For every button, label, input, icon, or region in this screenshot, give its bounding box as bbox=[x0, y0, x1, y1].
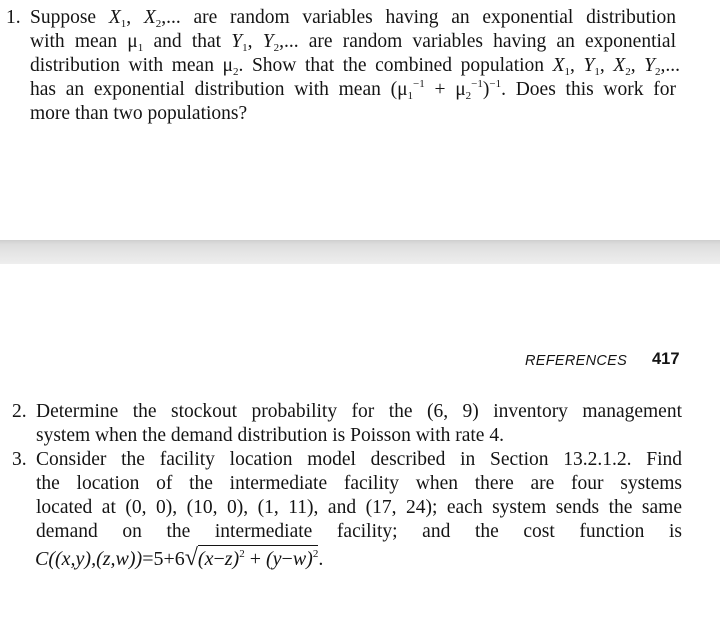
problem-1-line-3: distribution with mean $\mu_2$. Show that the combined population $X_1$, $Y_1$, $X_2$, $Y_2$,... bbox=[30, 55, 681, 78]
problem-3-line-4: demand on the intermediate facility; and the cost function is bbox=[36, 521, 682, 542]
problem-1-line-5: more than two populations? bbox=[30, 103, 248, 124]
problem-1-number: 1. bbox=[6, 7, 21, 28]
problem-2-line-1: Determine the stockout probability for the (6, 9) inventory management bbox=[36, 401, 682, 422]
problem-2-line-2: system when the demand distribution is Poisson with rate 4. bbox=[36, 425, 504, 446]
problem-1-line-2: with mean $\mu_1$ and that $Y_1$, $Y_2$,... are random variables having an exponential bbox=[30, 31, 676, 54]
problem-3-number: 3. bbox=[12, 449, 27, 470]
problem-1-line-1: Suppose $X_1$, $X_2$,... are random variables having an exponential distribution bbox=[30, 7, 677, 30]
problem-3-line-2: the location of the intermediate facility when there are four systems bbox=[36, 473, 682, 494]
page-separator bbox=[0, 240, 720, 264]
problem-1-line-4: has an exponential distribution with mean $(\mu_1^{-1} + \mu_2^{-1})^{-1}$. Does this work for bbox=[30, 78, 676, 102]
cost-function-formula: $C((x,y),(z,w))=5+6√(x-z)^2 + (y-w)^2$. bbox=[35, 545, 324, 571]
problem-3-line-1: Consider the facility location model described in Section 13.2.1.2. Find bbox=[36, 449, 682, 470]
problem-2-number: 2. bbox=[12, 401, 27, 422]
problem-3-line-3: located at (0, 0), (10, 0), (1, 11), and (17, 24); each system sends the same bbox=[36, 497, 682, 518]
running-head: REFERENCES bbox=[525, 353, 628, 369]
page-number: 417 bbox=[652, 350, 680, 368]
